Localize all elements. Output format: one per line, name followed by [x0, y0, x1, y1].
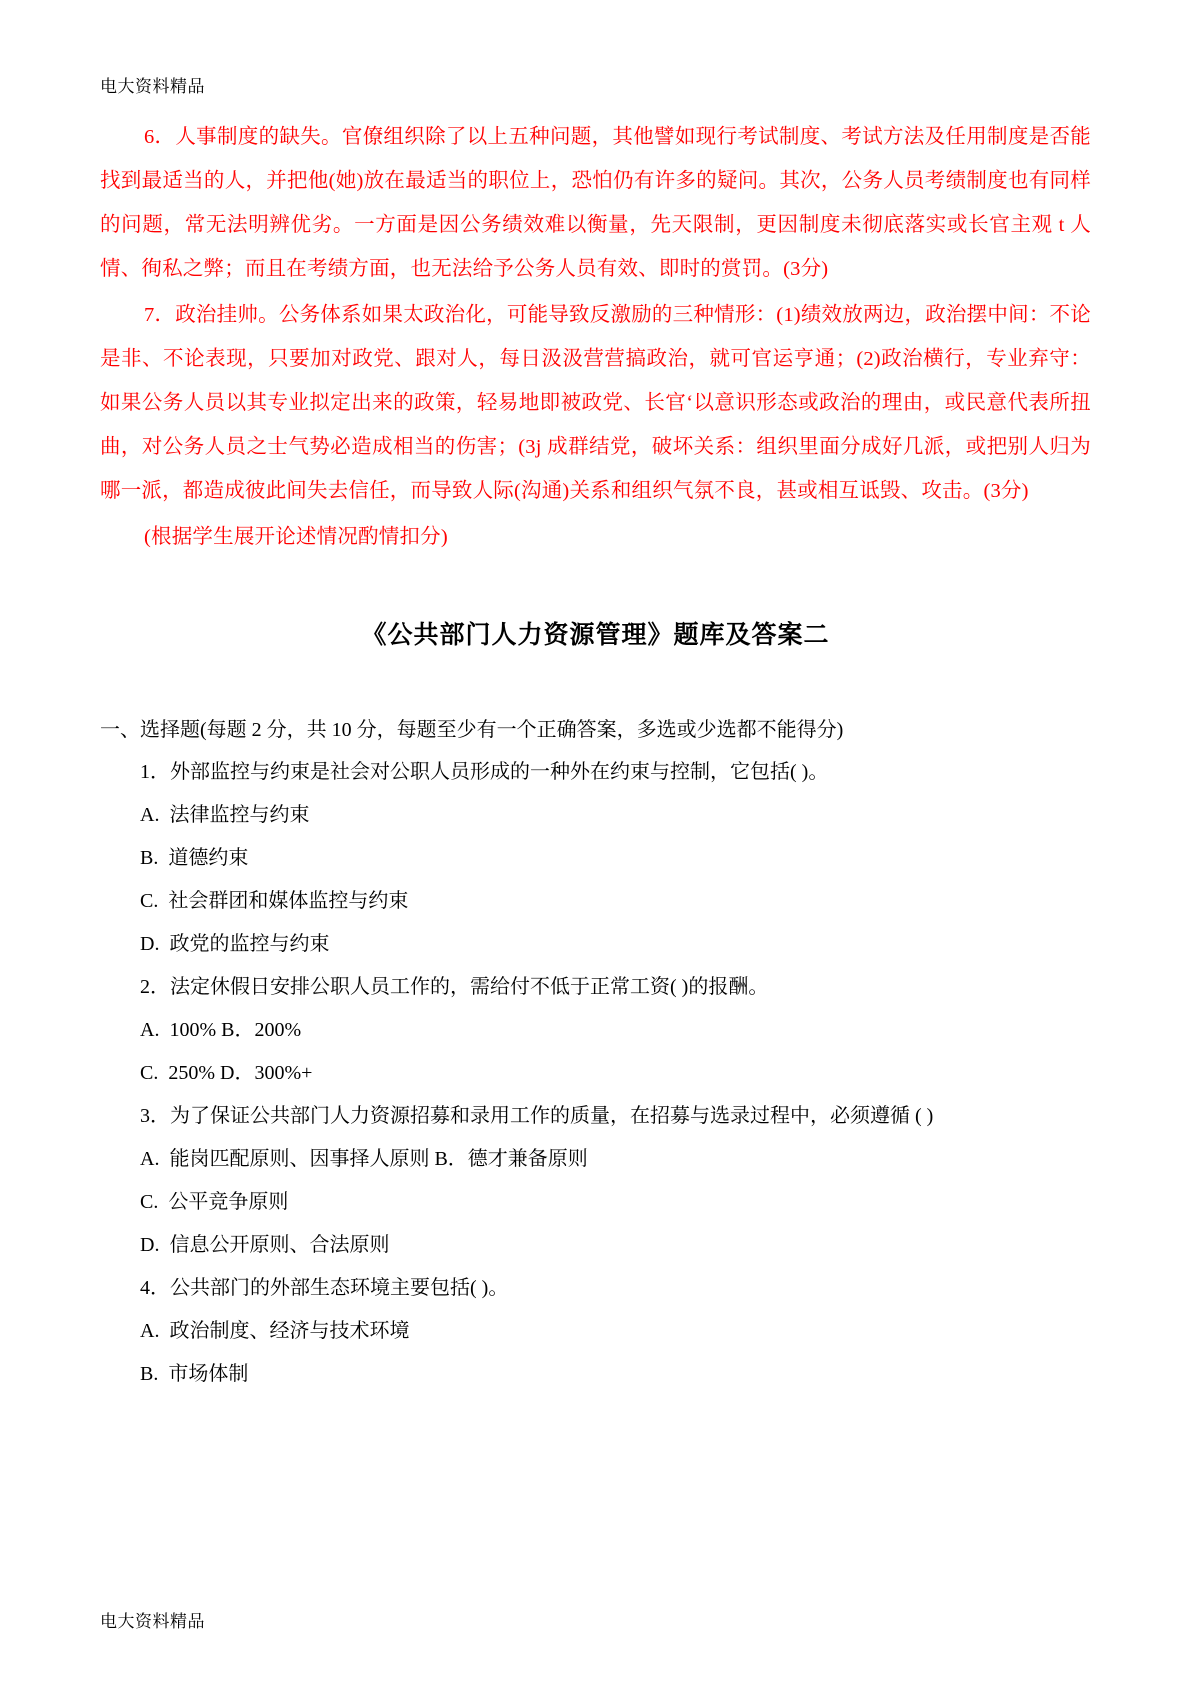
red-paragraph-note: (根据学生展开论述情况酌情扣分) [144, 526, 448, 548]
option-text: 政党的监控与约束 [169, 933, 330, 955]
question-option [100, 1138, 1091, 1181]
option-text: 道德约束 [168, 847, 249, 869]
option-text: 市场体制 [168, 1363, 249, 1385]
red-paragraph-6: 6．人事制度的缺失。官僚组织除了以上五种问题，其他譬如现行考试制度、考试方法及任用制度是否能找到最适当的人，并把他(她)放在最适当的职位上，恐怕仍有许多的疑问。其次，公务人员考绩制度也有同样的问题，常无法明辨优劣。一方面是因公务绩效难以衡量，先天限制，更因制度未彻底落实或长官主观 t 人情、徇私之弊；而且在考绩方面，也无法给予公务人员有效、即时的赏罚。(3分) [100, 126, 1091, 280]
option-label: A. [140, 1019, 160, 1041]
question-stem: 1．外部监控与约束是社会对公职人员形成的一种外在约束与控制，它包括( )。 [140, 761, 829, 783]
option-label: A. [140, 1148, 160, 1170]
option-text: 能岗匹配原则、因事择人原则 B．德才兼备原则 [169, 1148, 588, 1170]
option-label: B. [140, 1363, 159, 1385]
option-text: 法律监控与约束 [169, 804, 310, 826]
question-stem: 4．公共部门的外部生态环境主要包括( )。 [140, 1277, 509, 1299]
option-text: 250% D．300%+ [168, 1062, 313, 1084]
option-text: 信息公开原则、合法原则 [169, 1234, 390, 1256]
question-option [100, 1224, 1091, 1267]
question-option [100, 1310, 1091, 1353]
option-label: D. [140, 933, 160, 955]
option-label: C. [140, 1191, 159, 1213]
question-option [100, 880, 1091, 923]
question-option [100, 1353, 1091, 1396]
watermark-top: 电大资料精品 [100, 77, 205, 96]
question-option [100, 1052, 1091, 1095]
page-title: 《公共部门人力资源管理》题库及答案二 [361, 622, 830, 649]
option-label: B. [140, 847, 159, 869]
option-label: C. [140, 890, 159, 912]
option-text: 政治制度、经济与技术环境 [169, 1320, 410, 1342]
question-option [100, 1009, 1091, 1052]
option-label: D. [140, 1234, 160, 1256]
option-text: 公平竞争原则 [168, 1191, 289, 1213]
option-label: A. [140, 804, 160, 826]
question-option [100, 794, 1091, 837]
red-paragraph-7: 7．政治挂帅。公务体系如果太政治化，可能导致反激励的三种情形：(1)绩效放两边，政治摆中间：不论是非、不论表现，只要加对政党、跟对人，每日汲汲营营搞政治，就可官运亨通；(2)政治横行，专业弃守：如果公务人员以其专业拟定出来的政策，轻易地即被政党、长官‘以意识形态或政治的理由，或民意代表所扭曲，对公务人员之士气势必造成相当的伤害；(3j 成群结党，破坏关系：组织里面分成好几派，或把别人归为哪一派，都造成彼此间失去信任，而导致人际(沟通)关系和组织气氛不良，甚或相互诋毁、攻击。(3分) [100, 304, 1091, 502]
option-text: 100% B．200% [169, 1019, 302, 1041]
option-label: A. [140, 1320, 160, 1342]
question-option [100, 1181, 1091, 1224]
question-option [100, 837, 1091, 880]
question-option [100, 923, 1091, 966]
question-stem: 3．为了保证公共部门人力资源招募和录用工作的质量，在招募与选录过程中，必须遵循 ( ) [140, 1105, 934, 1127]
section-heading: 一、选择题(每题 2 分，共 10 分，每题至少有一个正确答案，多选或少选都不能得分) [100, 719, 844, 741]
watermark-bottom: 电大资料精品 [100, 1612, 205, 1631]
option-label: C. [140, 1062, 159, 1084]
question-stem: 2．法定休假日安排公职人员工作的，需给付不低于正常工资( )的报酬。 [140, 976, 769, 998]
option-text: 社会群团和媒体监控与约束 [168, 890, 409, 912]
